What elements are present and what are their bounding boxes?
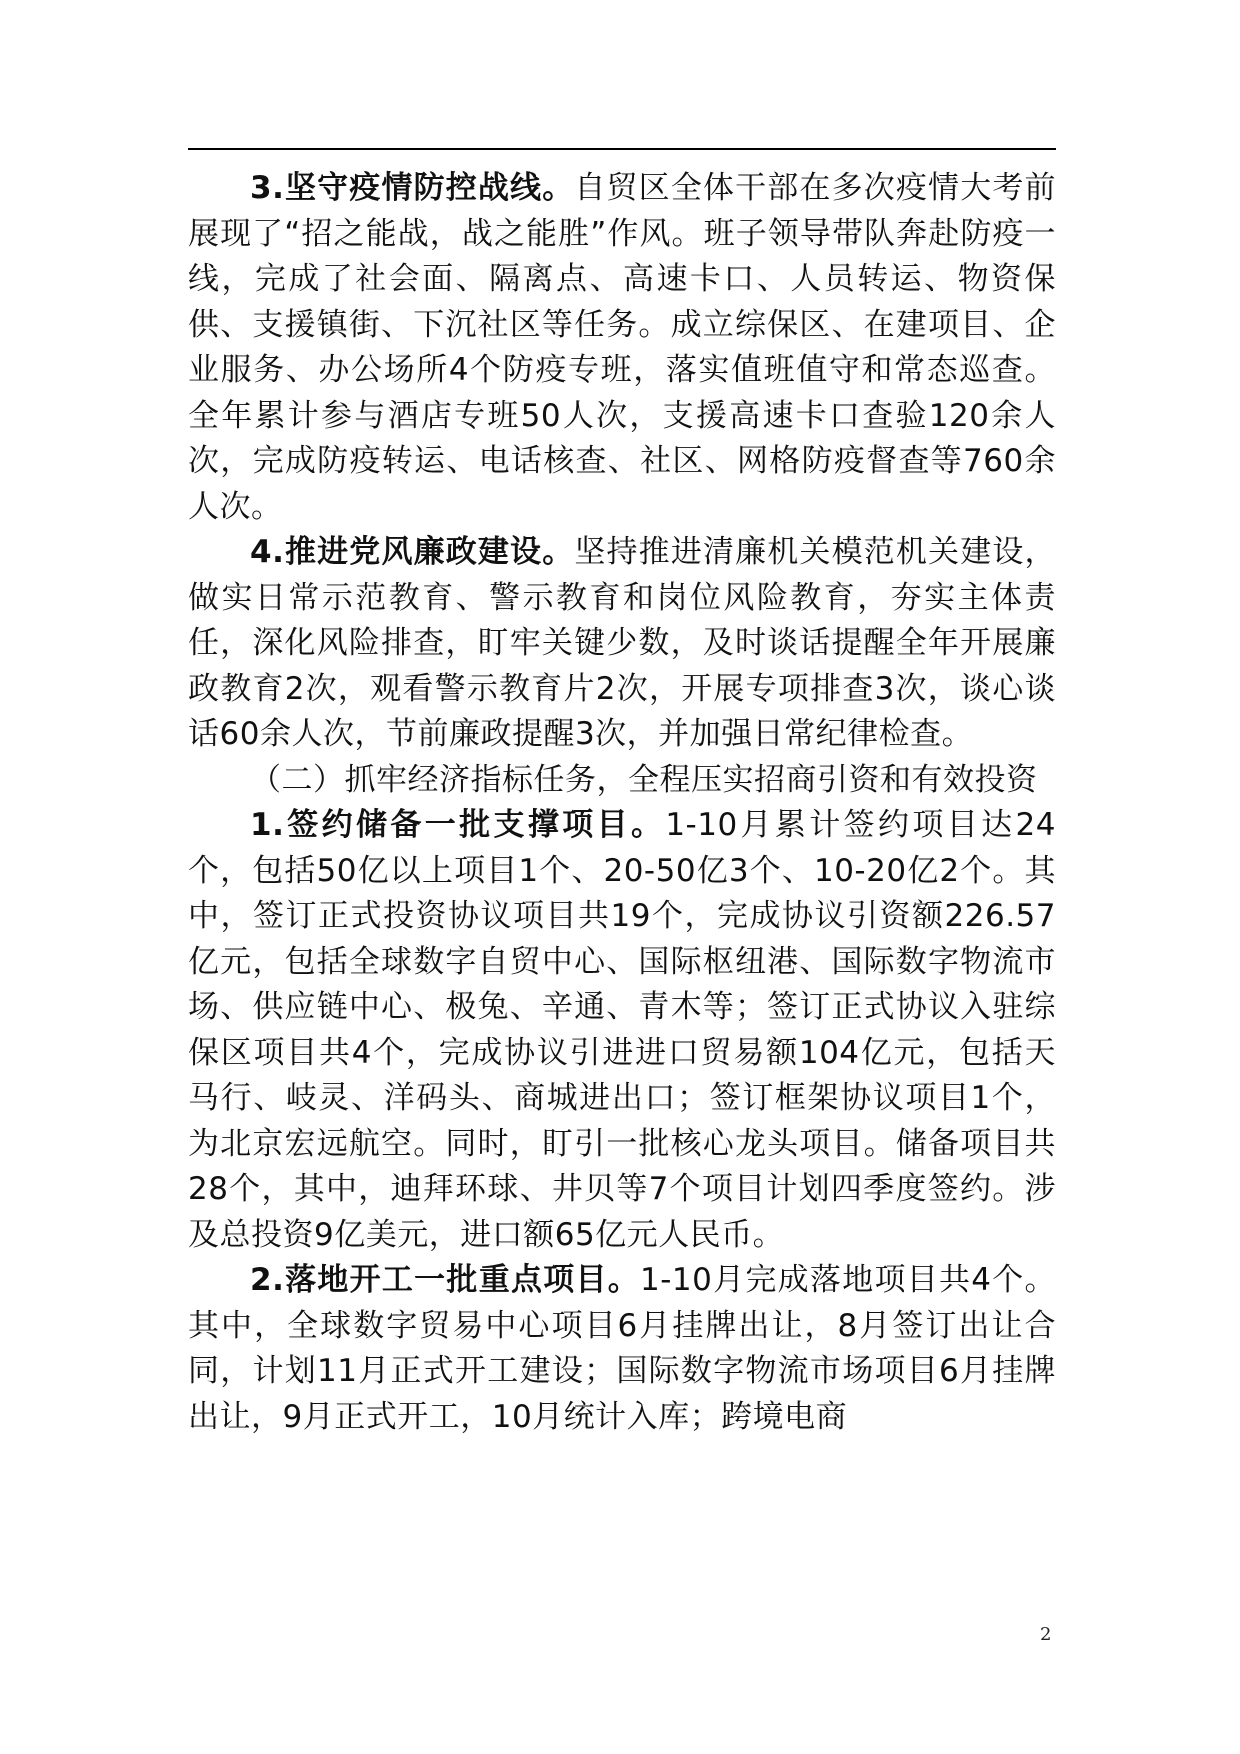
paragraph-heading: 2.落地开工一批重点项目。 bbox=[250, 1262, 641, 1298]
document-body bbox=[188, 166, 1056, 1440]
section-heading-economic-tasks bbox=[188, 758, 1056, 804]
header-rule bbox=[188, 148, 1056, 150]
paragraph-key-projects bbox=[188, 1258, 1056, 1440]
paragraph-text: 1-10月完成落地项目共4个。其中，全球数字贸易中心项目6月挂牌出让，8月签订出让合同，计划11月正式开工建设；国际数字物流市场项目6月挂牌出让，9月正式开工，10月统计入库；跨境电商 bbox=[188, 1262, 1056, 1435]
paragraph-text: 自贸区全体干部在多次疫情大考前展现了“招之能战，战之能胜”作风。班子领导带队奔赴防疫一线，完成了社会面、隔离点、高速卡口、人员转运、物资保供、支援镇街、下沉社区等任务。成立综保区、在建项目、企业服务、办公场所4个防疫专班，落实值班值守和常态巡查。全年累计参与酒店专班50人次，支援高速卡口查验120余人次，完成防疫转运、电话核查、社区、网格防疫督查等760余人次。 bbox=[188, 170, 1056, 525]
paragraph-heading: 3.坚守疫情防控战线。 bbox=[250, 170, 575, 206]
paragraph-text: 坚持推进清廉机关模范机关建设，做实日常示范教育、警示教育和岗位风险教育，夯实主体责任，深化风险排查，盯牢关键少数，及时谈话提醒全年开展廉政教育2次，观看警示教育片2次，开展专项排查3次，谈心谈话60余人次，节前廉政提醒3次，并加强日常纪律检查。 bbox=[188, 534, 1056, 752]
paragraph-signed-projects bbox=[188, 803, 1056, 1258]
paragraph-heading: 1.签约储备一批支撑项目。 bbox=[250, 807, 666, 843]
page-number: 2 bbox=[1040, 1624, 1052, 1645]
paragraph-text: 1-10月累计签约项目达24个，包括50亿以上项目1个、20-50亿3个、10-20亿2个。其中，签订正式投资协议项目共19个，完成协议引资额226.57亿元，包括全球数字自贸中心、国际枢纽港、国际数字物流市场、供应链中心、极兔、辛通、青木等；签订正式协议入驻综保区项目共4个，完成协议引进进口贸易额104亿元，包括天马行、岐灵、洋码头、商城进出口；签订框架协议项目1个，为北京宏远航空。同时，盯引一批核心龙头项目。储备项目共28个，其中，迪拜环球、井贝等7个项目计划四季度签约。涉及总投资9亿美元，进口额65亿元人民币。 bbox=[188, 807, 1056, 1253]
section-heading-text: （二）抓牢经济指标任务，全程压实招商引资和有效投资 bbox=[250, 761, 1038, 798]
paragraph-heading: 4.推进党风廉政建设。 bbox=[250, 534, 575, 570]
paragraph-party-integrity bbox=[188, 530, 1056, 758]
paragraph-epidemic-prevention bbox=[188, 166, 1056, 530]
